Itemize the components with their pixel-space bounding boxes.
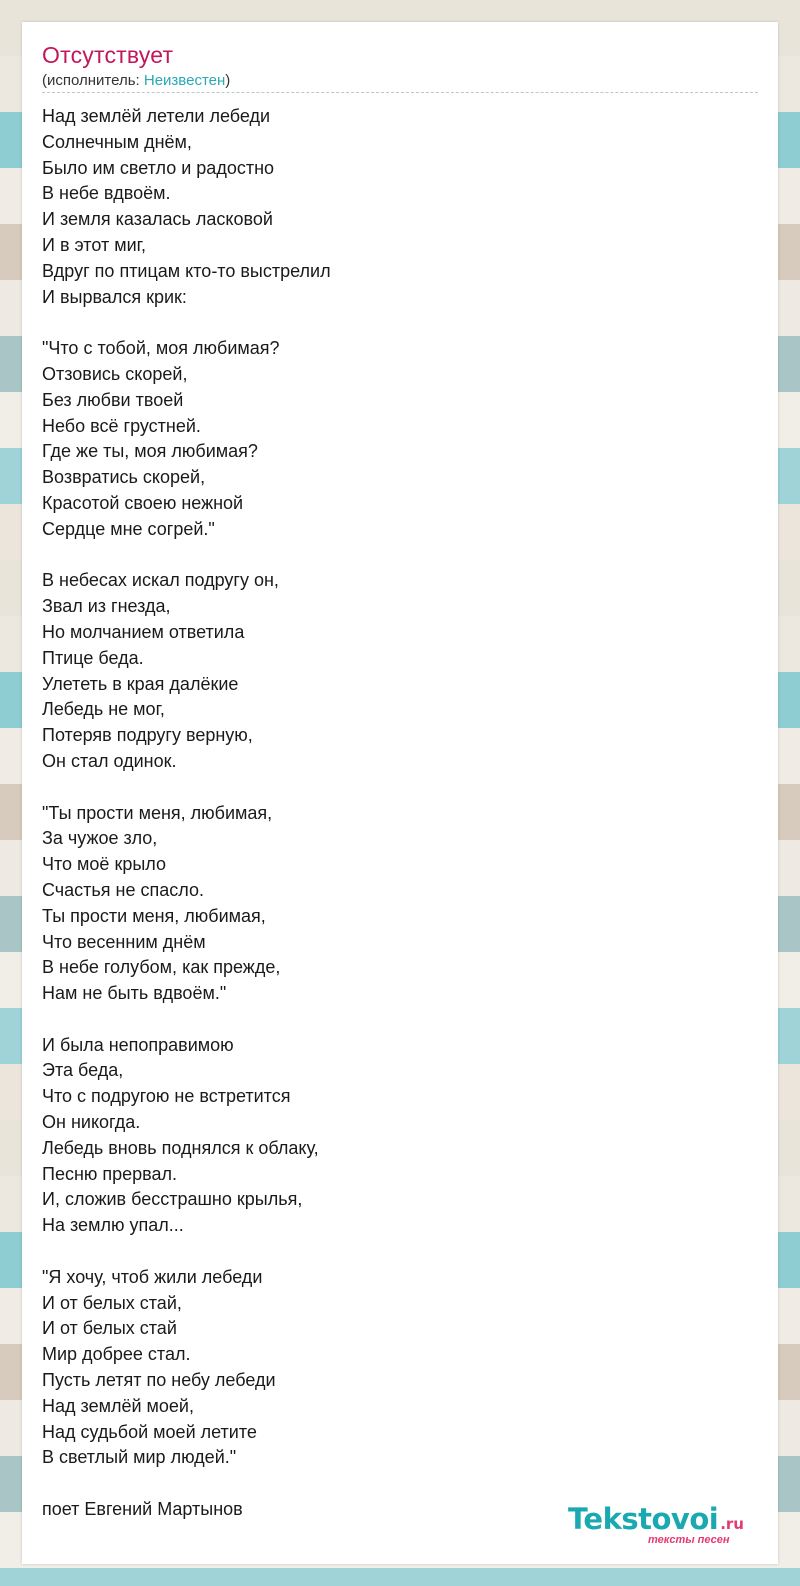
song-title: Отсутствует [42,42,174,68]
logo-domain-suffix: .ru [720,1515,744,1533]
performer-line [42,72,230,89]
performer-prefix: (исполнитель: [42,72,144,89]
performer-link[interactable]: Неизвестен [143,72,226,89]
site-logo[interactable] [568,1502,768,1552]
logo-main-text: Tekstovoi [568,1502,719,1536]
performer-suffix: ) [225,72,231,89]
title-divider [42,92,758,93]
logo-tagline: тексты песен [648,1534,730,1546]
lyrics-text: Над землёй летели лебеди Солнечным днём, Было им светло и радостно В небе вдвоём. И земля казалась ласковой И в этот миг, Вдруг по птицам кто-то выстрелил И вырвался крик: "Что с тобой, моя любимая? Отзовись скорей, Без любви твоей Небо всё грустней. Где же ты, моя любимая? Возвратись скорей, Красотой своею нежной Сердце мне согрей." В небесах искал подругу он, Звал из гнезда, Но молчанием ответила Птице беда. Улететь в края далёкие Лебедь не мог, Потеряв подругу верную, Он стал одинок. "Ты прости меня, любимая, За чужое зло, Что моё крыло Счастья не спасло. Ты прости меня, любимая, Что весенним днём В небе голубом, как прежде, Нам не быть вдвоём." И была непоправимою Эта беда, Что с подругою не встретится Он никогда. Лебедь вновь поднялся к облаку, Песню прервал. И, сложив бесстрашно крылья, На землю упал... "Я хочу, чтоб жили лебеди И от белых стай, И от белых стай Мир добрее стал. Пусть летят по небу лебеди Над землёй моей, Над судьбой моей летите В светлый мир людей." поет Евгений Мартынов [42,106,331,1520]
lyrics-card [22,22,778,1564]
